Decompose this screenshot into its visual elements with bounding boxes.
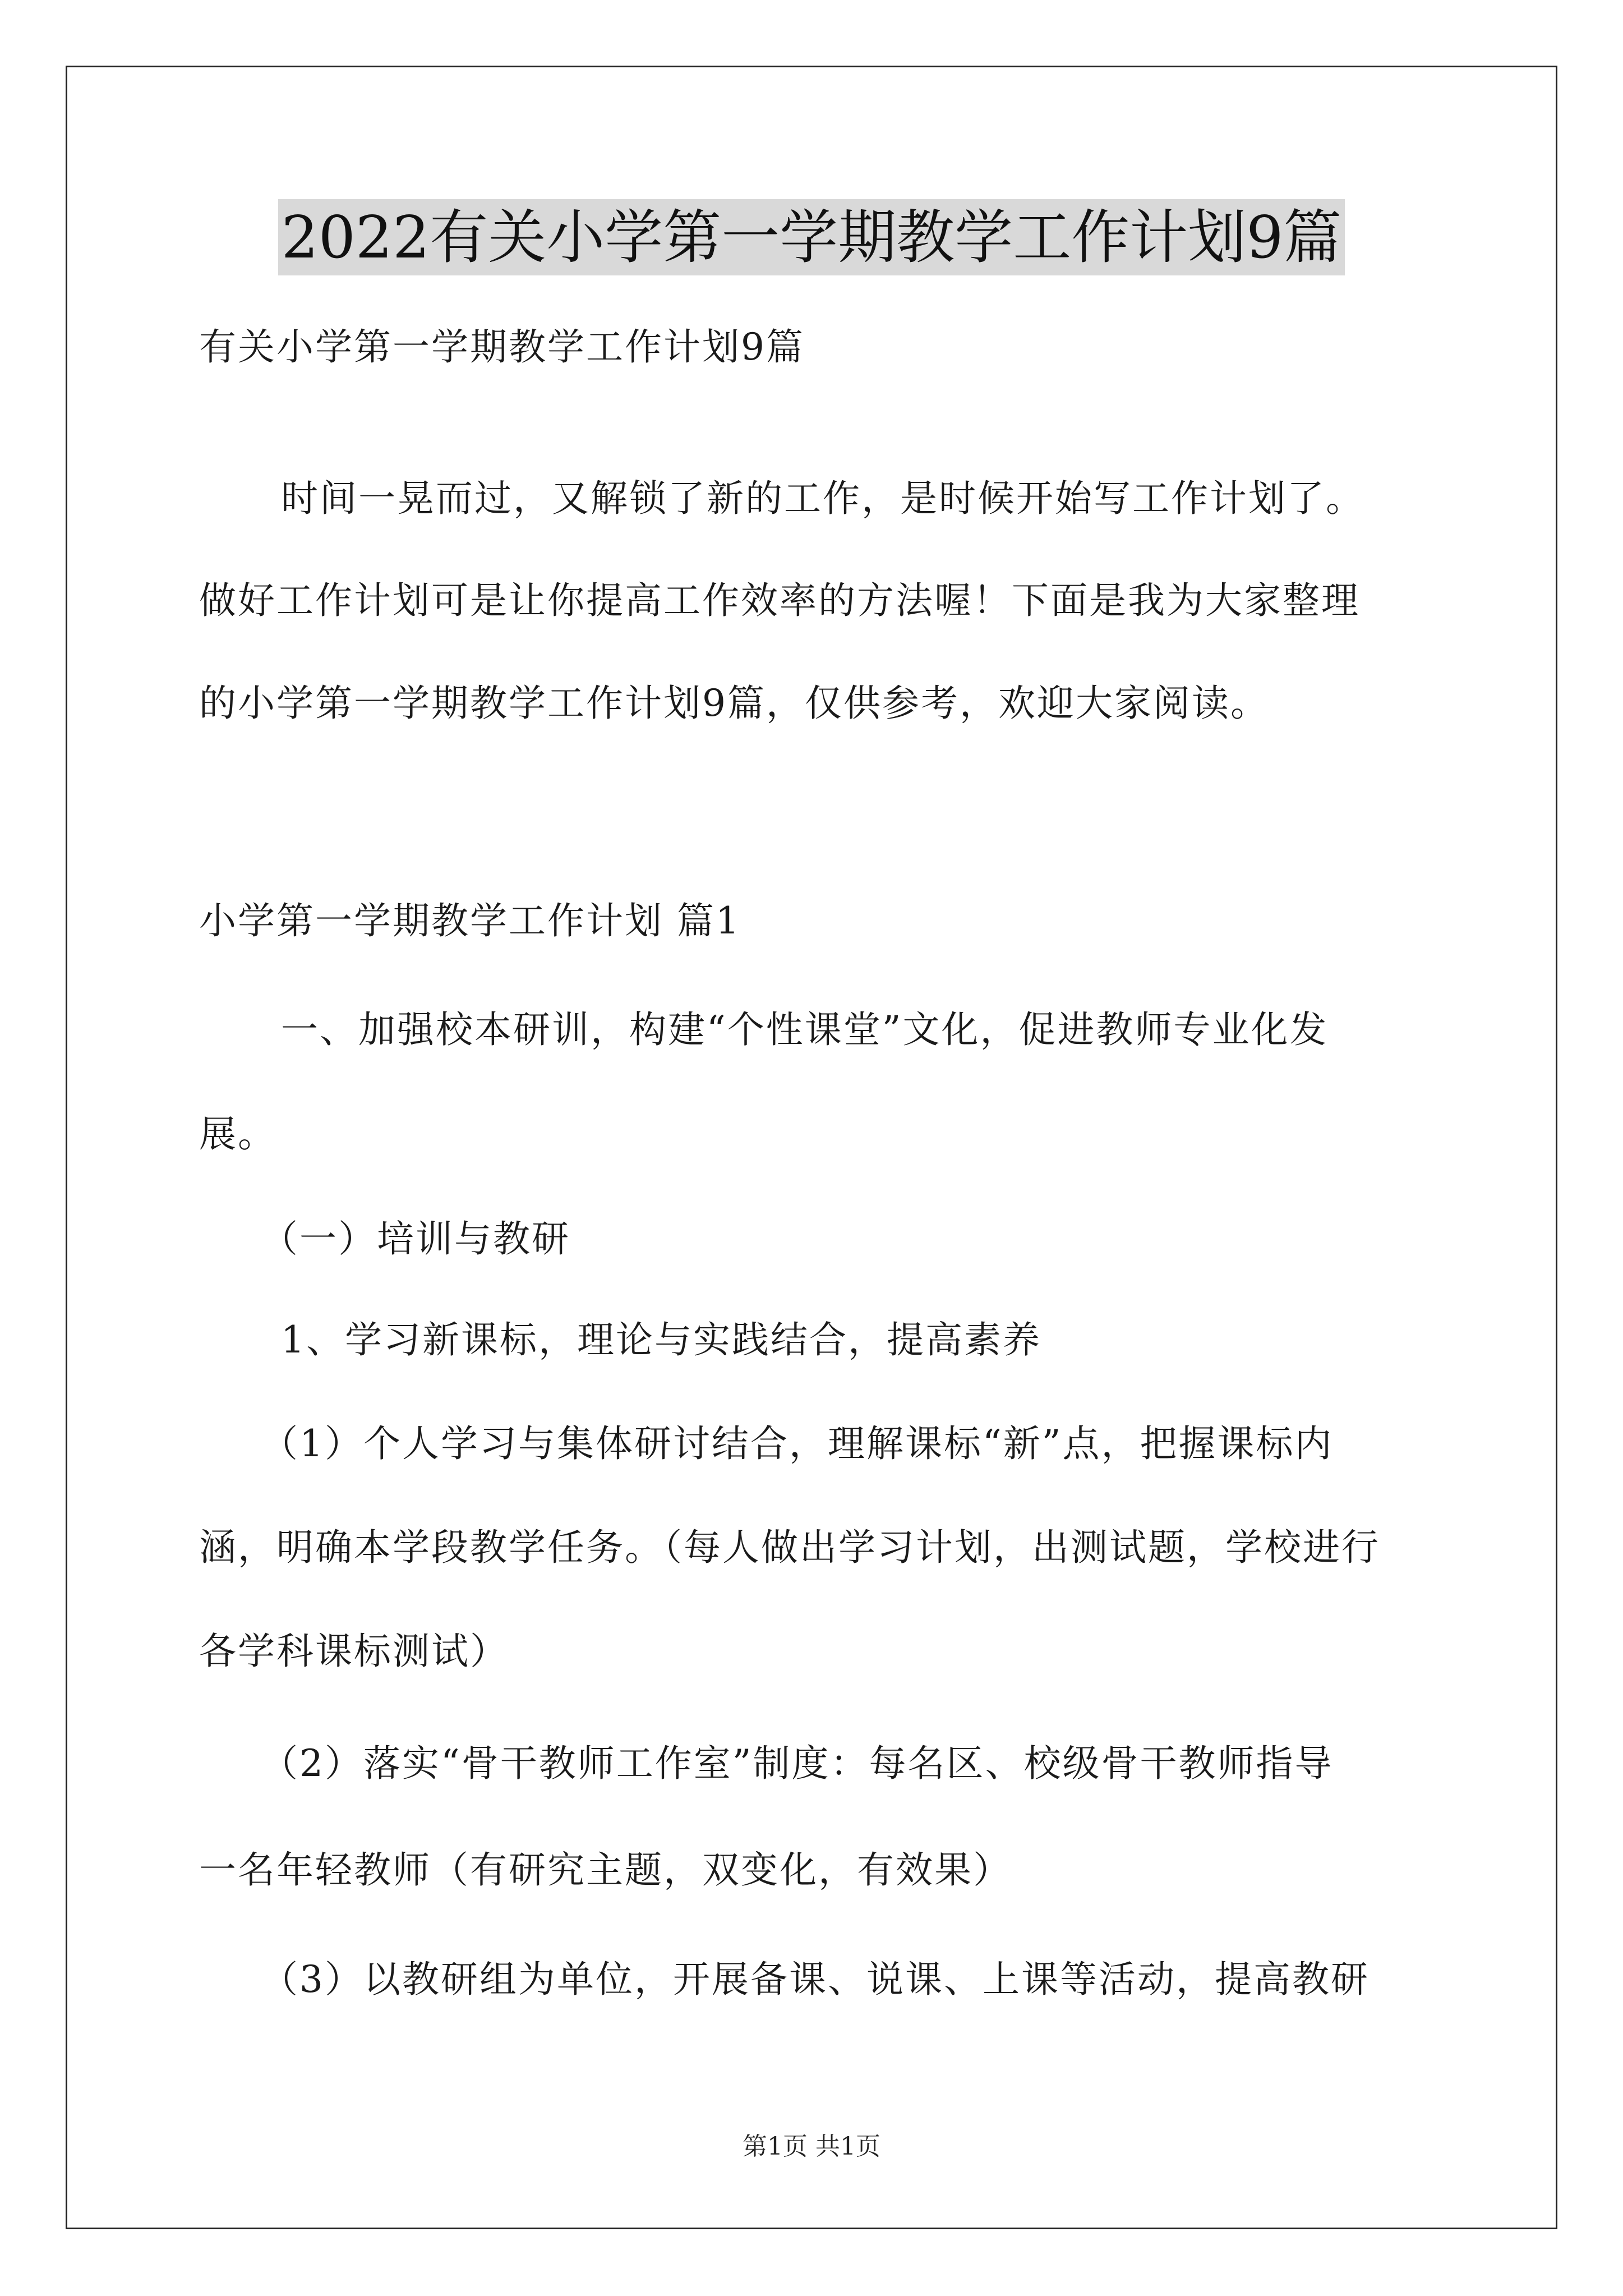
page-border <box>66 66 1557 2229</box>
paragraph-line: 做好工作计划可是让你提高工作效率的方法喔！下面是我为大家整理 <box>199 579 1360 622</box>
paragraph-line: 1、学习新课标，理论与实践结合，提高素养 <box>281 1318 1041 1361</box>
subtitle-line: 有关小学第一学期教学工作计划9篇 <box>199 325 805 369</box>
paragraph-line: （3）以教研组为单位，开展备课、说课、上课等活动，提高教研 <box>261 1958 1370 2001</box>
document-title: 2022有关小学第一学期教学工作计划9篇 <box>278 199 1345 275</box>
paragraph-line: （2）落实“骨干教师工作室”制度：每名区、校级骨干教师指导 <box>261 1742 1334 1785</box>
paragraph-line: （1）个人学习与集体研讨结合，理解课标“新”点，把握课标内 <box>261 1422 1334 1465</box>
page-footer: 第1页 共1页 <box>743 2132 880 2161</box>
paragraph-line: 展。 <box>199 1112 276 1156</box>
paragraph-line: 时间一晃而过，又解锁了新的工作，是时候开始写工作计划了。 <box>281 477 1364 520</box>
paragraph-line: 一名年轻教师（有研究主题，双变化，有效果） <box>199 1848 1012 1892</box>
paragraph-line: 一、加强校本研训，构建“个性课堂”文化，促进教师专业化发 <box>281 1008 1329 1051</box>
title-container <box>0 199 1623 275</box>
section-heading: 小学第一学期教学工作计划 篇1 <box>199 899 741 942</box>
paragraph-line: 的小学第一学期教学工作计划9篇，仅供参考，欢迎大家阅读。 <box>199 682 1269 725</box>
subheading-line: （一）培训与教研 <box>261 1217 570 1260</box>
paragraph-line: 各学科课标测试） <box>199 1630 509 1673</box>
paragraph-line: 涵，明确本学段教学任务。（每人做出学习计划，出测试题，学校进行 <box>199 1526 1380 1569</box>
